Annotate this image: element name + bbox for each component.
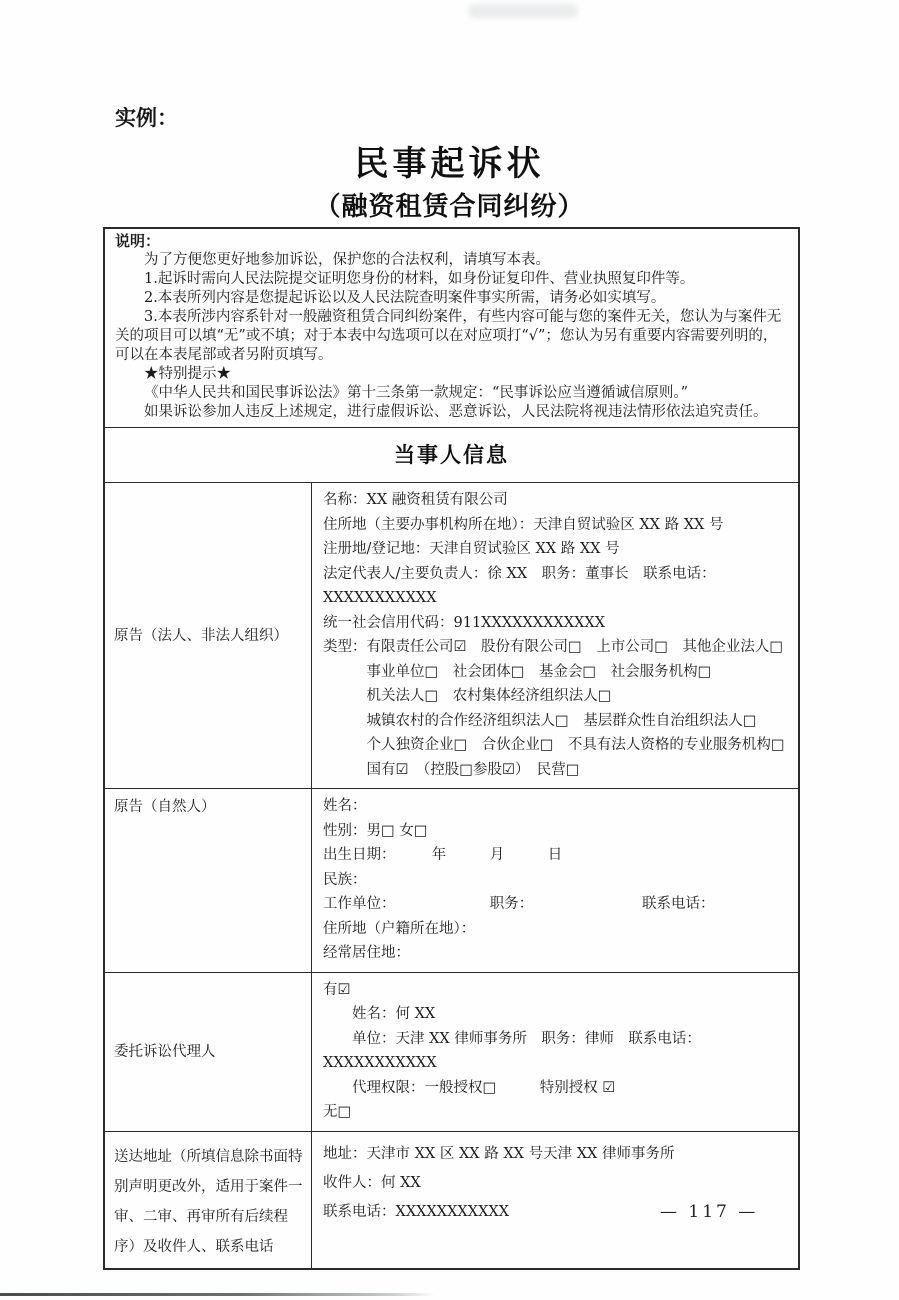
form-line: 性别：男□ 女□ — [323, 822, 428, 839]
document-subtitle: （融资租赁合同纠纷） — [314, 192, 585, 222]
instruction-paragraph: 《中华人民共和国民事诉讼法》第十三条第一款规定：“民事诉讼应当遵循诚信原则。” — [144, 385, 689, 401]
row-plaintiff-person — [105, 789, 798, 973]
form-line: 民族： — [323, 871, 367, 888]
row-plaintiff-organization — [105, 483, 798, 789]
form-table — [103, 227, 800, 1270]
form-line: 法定代表人/主要负责人：徐 XX 职务：董事长 联系电话：XXXXXXXXXXX — [323, 565, 716, 606]
row-content-litigation-agent — [312, 973, 798, 1131]
row-content-plaintiff-organization — [312, 483, 798, 788]
row-litigation-agent — [105, 973, 798, 1132]
form-line: 机关法人□ 农村集体经济组织法人□ — [323, 688, 612, 704]
form-line: 姓名：何 XX — [323, 1006, 436, 1022]
form-line: 经常居住地： — [323, 945, 410, 961]
instruction-paragraph: 为了方便您更好地参加诉讼，保护您的合法权利，请填写本表。 — [144, 252, 550, 268]
instructions-cell — [105, 229, 798, 428]
instruction-paragraph: 3.本表所涉内容系针对一般融资租赁合同纠纷案件，有些内容可能与您的案件无关，您认为与案件无关的项目可以填“无”或不填；对于本表中勾选项可以在对应项打“√”；您认为另有重要内容需要列明的，可以在本表尾部或者另附页填写。 — [115, 309, 782, 363]
party-info-section-header: 当事人信息 — [105, 428, 798, 483]
scan-edge-artifact — [0, 1293, 435, 1296]
form-line: 国有☑ （控股□参股☑） 民营□ — [323, 761, 580, 778]
instructions-paragraphs — [115, 251, 788, 422]
row-content-service-address — [312, 1132, 798, 1268]
row-label-service-address: 送达地址（所填信息除书面特别声明更改外，适用于案件一审、二审、再审所有后续程序）及收件人、联系电话 — [105, 1132, 312, 1268]
form-line: 住所地（户籍所在地）： — [323, 920, 476, 937]
form-line: 统一社会信用代码：911XXXXXXXXXXXX — [323, 614, 606, 631]
instruction-paragraph: 2.本表所列内容是您提起诉讼以及人民法院查明案件事实所需，请务必如实填写。 — [144, 290, 666, 306]
scan-artifact — [468, 4, 578, 18]
instruction-paragraph: 如果诉讼参加人违反上述规定，进行虚假诉讼、恶意诉讼，人民法院将视违法情形依法追究责任。 — [144, 404, 768, 420]
document-title: 民事起诉状 — [354, 144, 545, 184]
example-label: 实例： — [115, 106, 178, 130]
form-line: 单位：天津 XX 律师事务所 职务：律师 联系电话：XXXXXXXXXXX — [323, 1030, 701, 1071]
form-line: 出生日期： 年 月 日 — [323, 847, 563, 863]
form-line: 有☑ — [323, 981, 351, 998]
form-line: 工作单位： 职务： 联系电话： — [323, 896, 715, 912]
form-line: 城镇农村的合作经济组织法人□ 基层群众性自治组织法人□ — [323, 712, 757, 729]
page-number: — 117 — — [660, 1202, 759, 1222]
form-line: 无□ — [323, 1104, 352, 1120]
row-service-address — [105, 1132, 798, 1268]
form-line: 姓名： — [323, 798, 367, 814]
form-line: 名称：XX 融资租赁有限公司 — [323, 492, 508, 508]
row-label-plaintiff-organization: 原告（法人、非法人组织） — [105, 483, 312, 788]
instruction-paragraph: ★特别提示★ — [144, 366, 231, 382]
form-line: 代理权限：一般授权□ 特别授权 ☑ — [323, 1079, 616, 1096]
instructions-heading: 说明： — [115, 232, 161, 250]
form-line: 住所地（主要办事机构所在地）：天津自贸试验区 XX 路 XX 号 — [323, 516, 724, 533]
row-content-plaintiff-person — [312, 789, 798, 972]
row-label-plaintiff-person: 原告（自然人） — [105, 789, 312, 972]
form-line: 联系电话：XXXXXXXXXXX — [323, 1203, 510, 1220]
instruction-paragraph: 1.起诉时需向人民法院提交证明您身份的材料，如身份证复印件、营业执照复印件等。 — [144, 271, 695, 287]
form-line: 注册地/登记地：天津自贸试验区 XX 路 XX 号 — [323, 541, 620, 557]
form-line: 事业单位□ 社会团体□ 基金会□ 社会服务机构□ — [323, 663, 712, 680]
form-line: 个人独资企业□ 合伙企业□ 不具有法人资格的专业服务机构□ — [323, 737, 785, 753]
row-label-litigation-agent: 委托诉讼代理人 — [105, 973, 312, 1131]
form-line: 类型：有限责任公司☑ 股份有限公司□ 上市公司□ 其他企业法人□ — [323, 639, 784, 655]
form-line: 收件人：何 XX — [323, 1174, 421, 1191]
form-line: 地址：天津市 XX 区 XX 路 XX 号天津 XX 律师事务所 — [323, 1145, 675, 1162]
